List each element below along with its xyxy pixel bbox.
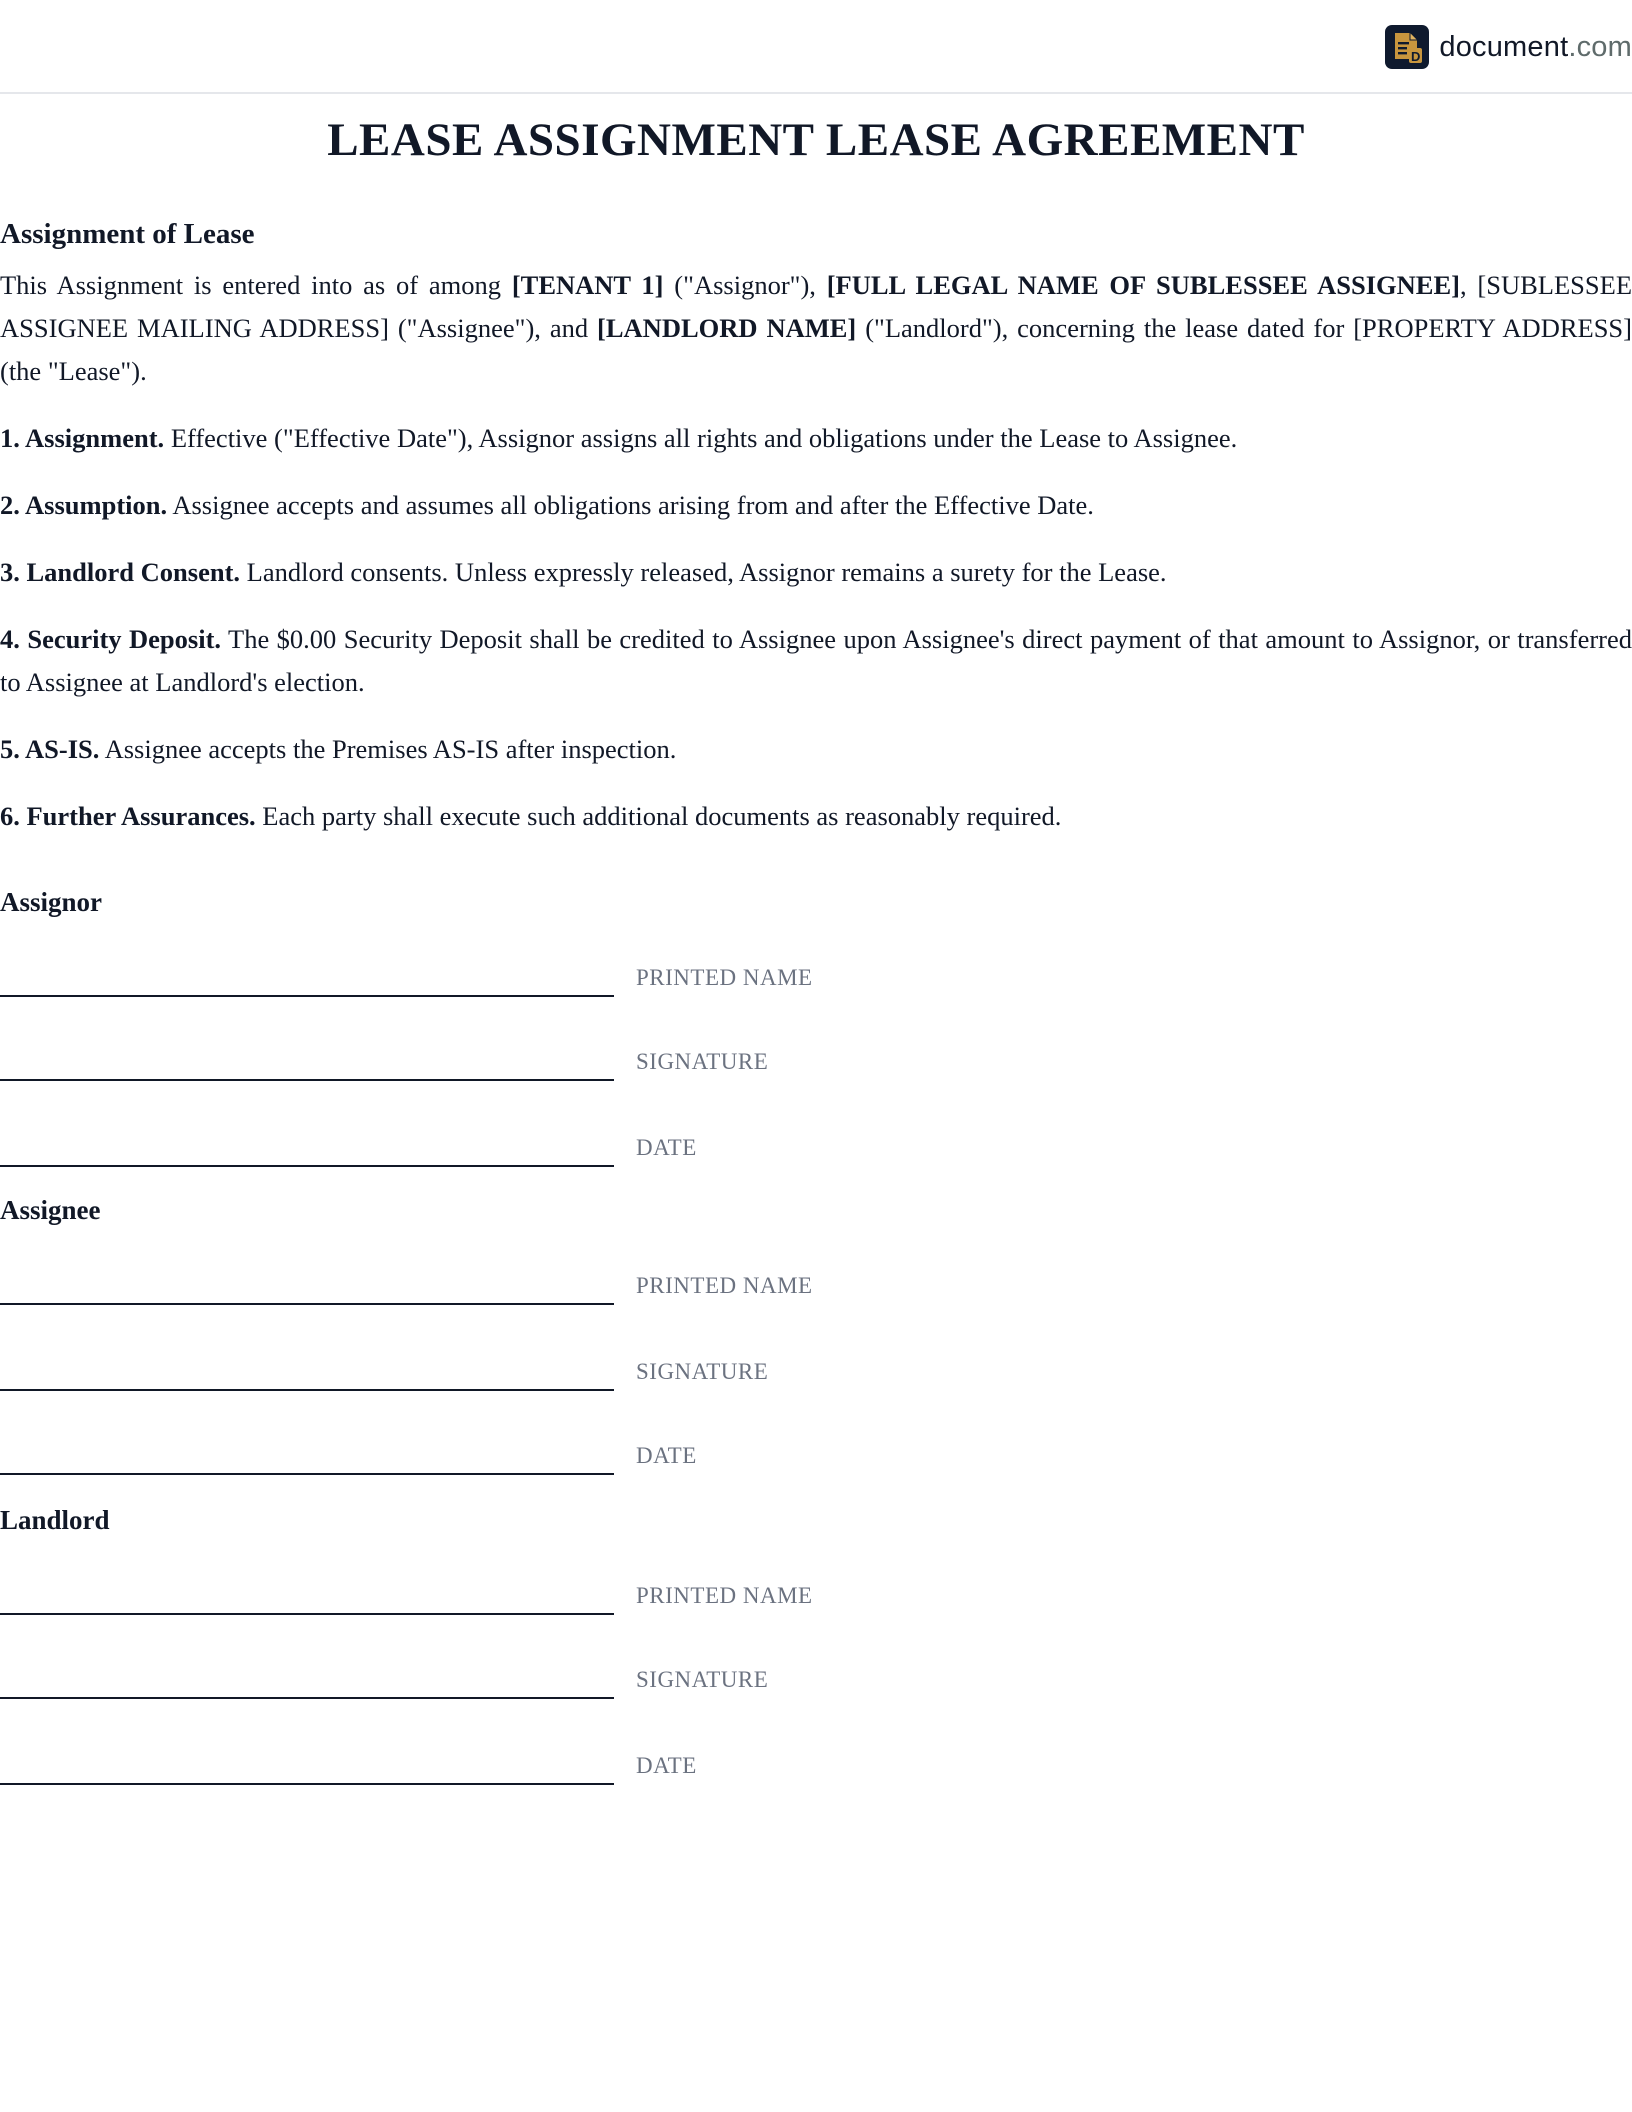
field-label: PRINTED NAME [636, 1583, 813, 1608]
clause-security-deposit: 4. Security Deposit. The $0.00 Security Deposit shall be credited to Assignee upon Assignee's direct payment of that amount to Assignor, or transferred to Assignee at Landlord's election. [0, 624, 1632, 697]
signature-line[interactable] [0, 1473, 614, 1475]
party-heading: Assignee [0, 1195, 101, 1225]
signature-field-date[interactable] [0, 1745, 900, 1785]
field-label: SIGNATURE [636, 1049, 769, 1074]
document-logo-icon [1385, 25, 1429, 69]
signature-block-assignee [0, 1193, 1632, 1468]
signature-line[interactable] [0, 1303, 614, 1305]
field-label: SIGNATURE [636, 1667, 769, 1692]
brand[interactable] [1385, 25, 1632, 69]
signature-field-printed-name[interactable] [0, 957, 900, 997]
clause-assignment: 1. Assignment. Effective ("Effective Date"), Assignor assigns all rights and obligations under the Lease to Assignee. [0, 423, 1238, 453]
signature-line[interactable] [0, 1697, 614, 1699]
page-header [0, 0, 1632, 94]
signature-field-date[interactable] [0, 1435, 900, 1475]
signature-block-assignor [0, 885, 1632, 1160]
intro-paragraph: This Assignment is entered into as of among [TENANT 1] ("Assignor"), [FULL LEGAL NAME OF SUBLESSEE ASSIGNEE], [SUBLESSEE ASSIGNEE MAILING ADDRESS] ("Assignee"), and [LANDLORD NAME] ("Landlord"), concerning the lease dated for [PROPERTY ADDRESS] (the "Lease"). [0, 270, 1632, 386]
field-label: SIGNATURE [636, 1359, 769, 1384]
signature-line[interactable] [0, 1389, 614, 1391]
signature-field-signature[interactable] [0, 1659, 900, 1699]
field-label: PRINTED NAME [636, 1273, 813, 1298]
signature-line[interactable] [0, 1613, 614, 1615]
brand-name: document.com [1439, 30, 1632, 63]
signature-block-landlord [0, 1503, 1632, 1778]
field-label: DATE [636, 1753, 697, 1778]
clause-as-is: 5. AS-IS. Assignee accepts the Premises AS-IS after inspection. [0, 734, 677, 764]
clause-assumption: 2. Assumption. Assignee accepts and assumes all obligations arising from and after the Effective Date. [0, 490, 1094, 520]
document-title: LEASE ASSIGNMENT LEASE AGREEMENT [327, 114, 1305, 166]
document-body [0, 212, 1632, 838]
party-heading: Assignor [0, 887, 103, 917]
signature-line[interactable] [0, 1079, 614, 1081]
party-heading: Landlord [0, 1505, 110, 1535]
section-heading: Assignment of Lease [0, 218, 255, 250]
field-label: DATE [636, 1135, 697, 1160]
signature-field-printed-name[interactable] [0, 1265, 900, 1305]
svg-text:D: D [1411, 49, 1421, 64]
signature-line[interactable] [0, 1165, 614, 1167]
clause-landlord-consent: 3. Landlord Consent. Landlord consents. Unless expressly released, Assignor remains a surety for the Lease. [0, 557, 1167, 587]
field-label: DATE [636, 1443, 697, 1468]
signature-field-date[interactable] [0, 1127, 900, 1167]
clause-further-assurances: 6. Further Assurances. Each party shall execute such additional documents as reasonably required. [0, 801, 1062, 831]
signature-field-signature[interactable] [0, 1351, 900, 1391]
field-label: PRINTED NAME [636, 965, 813, 990]
signature-line[interactable] [0, 995, 614, 997]
signature-field-signature[interactable] [0, 1041, 900, 1081]
signature-line[interactable] [0, 1783, 614, 1785]
signature-field-printed-name[interactable] [0, 1575, 900, 1615]
